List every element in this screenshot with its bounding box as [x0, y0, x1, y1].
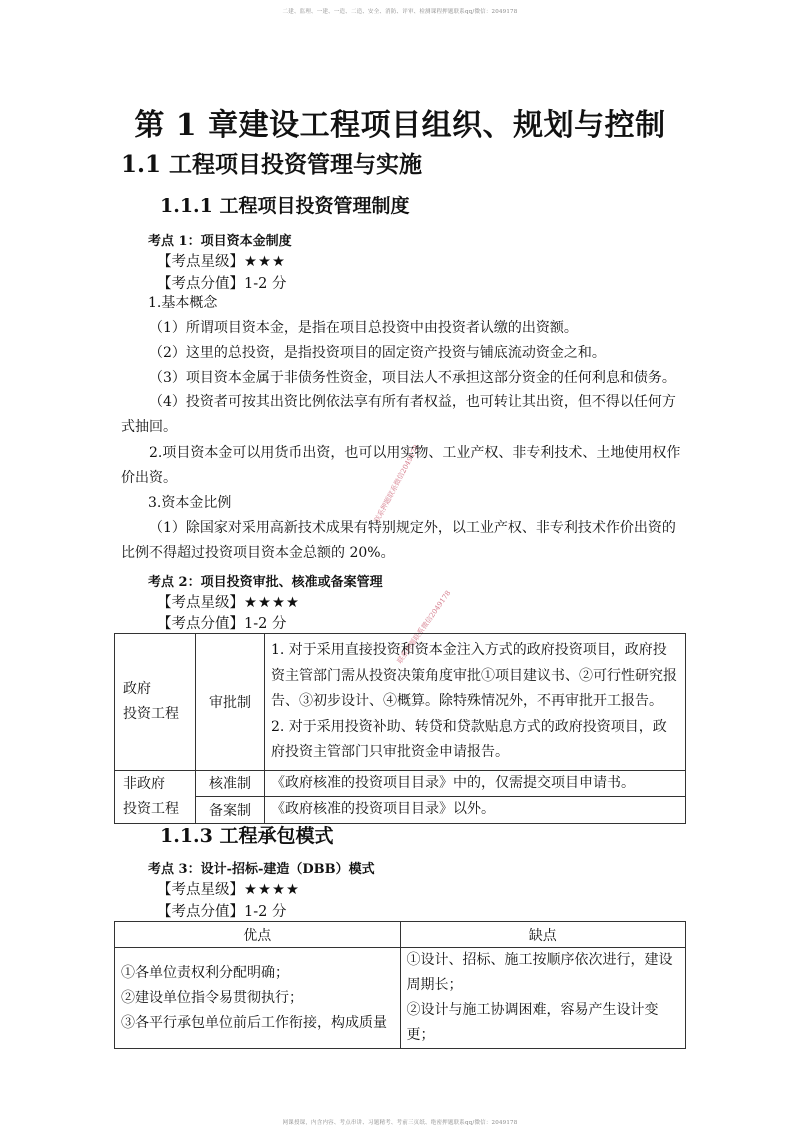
list-item: ①设计、招标、施工按顺序依次进行，建设周期长； — [406, 952, 673, 993]
record-type-cell: 备案制 — [196, 797, 265, 824]
table-row — [115, 948, 686, 1049]
watermark: 联系押题联系微信2049178 — [372, 443, 421, 525]
key-point-2-stars — [157, 591, 300, 612]
star-label: 【考点星级】 — [157, 254, 244, 270]
key-point-1-score: 【考点分值】1-2 分 — [157, 276, 287, 292]
disadvantages-cell — [400, 948, 686, 1049]
star-rating: ★★★★ — [244, 882, 300, 898]
kd1-line-2: （1）所谓项目资本金，是指在项目总投资中由投资者认缴的出资额。 — [149, 320, 578, 336]
star-label: 【考点星级】 — [157, 595, 244, 611]
cell-text: 非政府 — [123, 775, 165, 792]
key-point-2-score: 【考点分值】1-2 分 — [157, 616, 287, 632]
kd1-line-7: 3.资本金比例 — [148, 495, 232, 511]
list-item: ②设计与施工协调困难，容易产生设计变更； — [406, 1002, 659, 1043]
star-label: 【考点星级】 — [157, 882, 244, 898]
chapter-title: 第 1 章建设工程项目组织、规划与控制 — [134, 108, 666, 143]
kd1-line-8: （1）除国家对采用高新技术成果有特别规定外，以工业产权、非专利技术作价出资的比例不得超过投资项目资本金总额的 20%。 — [121, 520, 676, 561]
page-header-note: 二建、监理、一建、一造、二造、安全、消防、评审、检测课程押题联系qq/微信：2049178 — [282, 9, 518, 15]
kd1-line-6: 2.项目资本金可以用货币出资，也可以用实物、工业产权、非专利技术、土地使用权作价出资。 — [121, 445, 681, 486]
cell-text: 投资工程 — [123, 800, 179, 817]
cell-text: 投资工程 — [123, 705, 179, 722]
cell-text: 2. 对于采用投资补助、转贷和贷款贴息方式的政府投资项目，政府投资主管部门只审批资金申请报告。 — [271, 718, 667, 760]
list-item: ②建设单位指令易贯彻执行； — [121, 989, 303, 1006]
star-rating: ★★★★ — [244, 595, 300, 611]
gov-investment-cell — [115, 634, 196, 771]
key-point-3-score: 【考点分值】1-2 分 — [157, 904, 287, 920]
list-item: ①各单位责权利分配明确； — [121, 964, 289, 981]
key-point-2-title: 考点 2：项目投资审批、核准或备案管理 — [148, 575, 383, 590]
watermark-2: 联系押题联系微信2049178 — [395, 589, 453, 666]
table-header-row — [115, 922, 686, 948]
table-row — [115, 770, 686, 797]
approve-desc-cell — [265, 634, 686, 771]
key-point-3-stars — [157, 878, 300, 899]
table-row — [115, 634, 686, 771]
kd1-line-3: （2）这里的总投资，是指投资项目的固定资产投资与铺底流动资金之和。 — [149, 345, 606, 361]
kd1-line-1: 1.基本概念 — [148, 295, 218, 311]
verify-type-cell: 核准制 — [196, 770, 265, 797]
advantages-header: 优点 — [115, 922, 401, 948]
kd1-line-5: （4）投资者可按其出资比例依法享有所有者权益，也可转让其出资，但不得以任何方式抽回。 — [121, 394, 676, 435]
approval-table — [114, 633, 686, 824]
table-row — [115, 797, 686, 824]
disadvantages-header: 缺点 — [400, 922, 686, 948]
subsection-title-1: 1.1.1 工程项目投资管理制度 — [160, 195, 410, 217]
key-point-1-title: 考点 1：项目资本金制度 — [148, 234, 292, 249]
nongov-investment-cell — [115, 770, 196, 823]
list-item: ③各平行承包单位前后工作衔接，构成质量 — [121, 1014, 387, 1031]
cell-text: 政府 — [123, 680, 151, 697]
dbb-pros-cons-table — [114, 921, 686, 1049]
kd1-line-4: （3）项目资本金属于非债务性资金，项目法人不承担这部分资金的任何利息和债务。 — [149, 370, 676, 386]
star-rating: ★★★ — [244, 254, 286, 270]
advantages-cell — [115, 948, 401, 1049]
verify-desc-cell: 《政府核准的投资项目目录》中的，仅需提交项目申请书。 — [265, 770, 686, 797]
approve-type-cell: 审批制 — [196, 634, 265, 771]
page-footer-note: 网课授课，内含内容、考点串讲、习题精考、考前三页纸、绝密押题联系qq/微信：2049178 — [282, 1120, 518, 1126]
key-point-1-stars — [157, 250, 286, 271]
key-point-3-title: 考点 3：设计-招标-建造（DBB）模式 — [148, 862, 375, 877]
cell-text: 1. 对于采用直接投资和资本金注入方式的政府投资项目，政府投资主管部门需从投资决策角度审批①项目建议书、②可行性研究报告、③初步设计、④概算。除特殊情况外，不再审批开工报告。 — [271, 642, 677, 709]
subsection-title-3: 1.1.3 工程承包模式 — [160, 825, 334, 847]
record-desc-cell: 《政府核准的投资项目目录》以外。 — [265, 797, 686, 824]
section-title: 1.1 工程项目投资管理与实施 — [121, 151, 423, 178]
